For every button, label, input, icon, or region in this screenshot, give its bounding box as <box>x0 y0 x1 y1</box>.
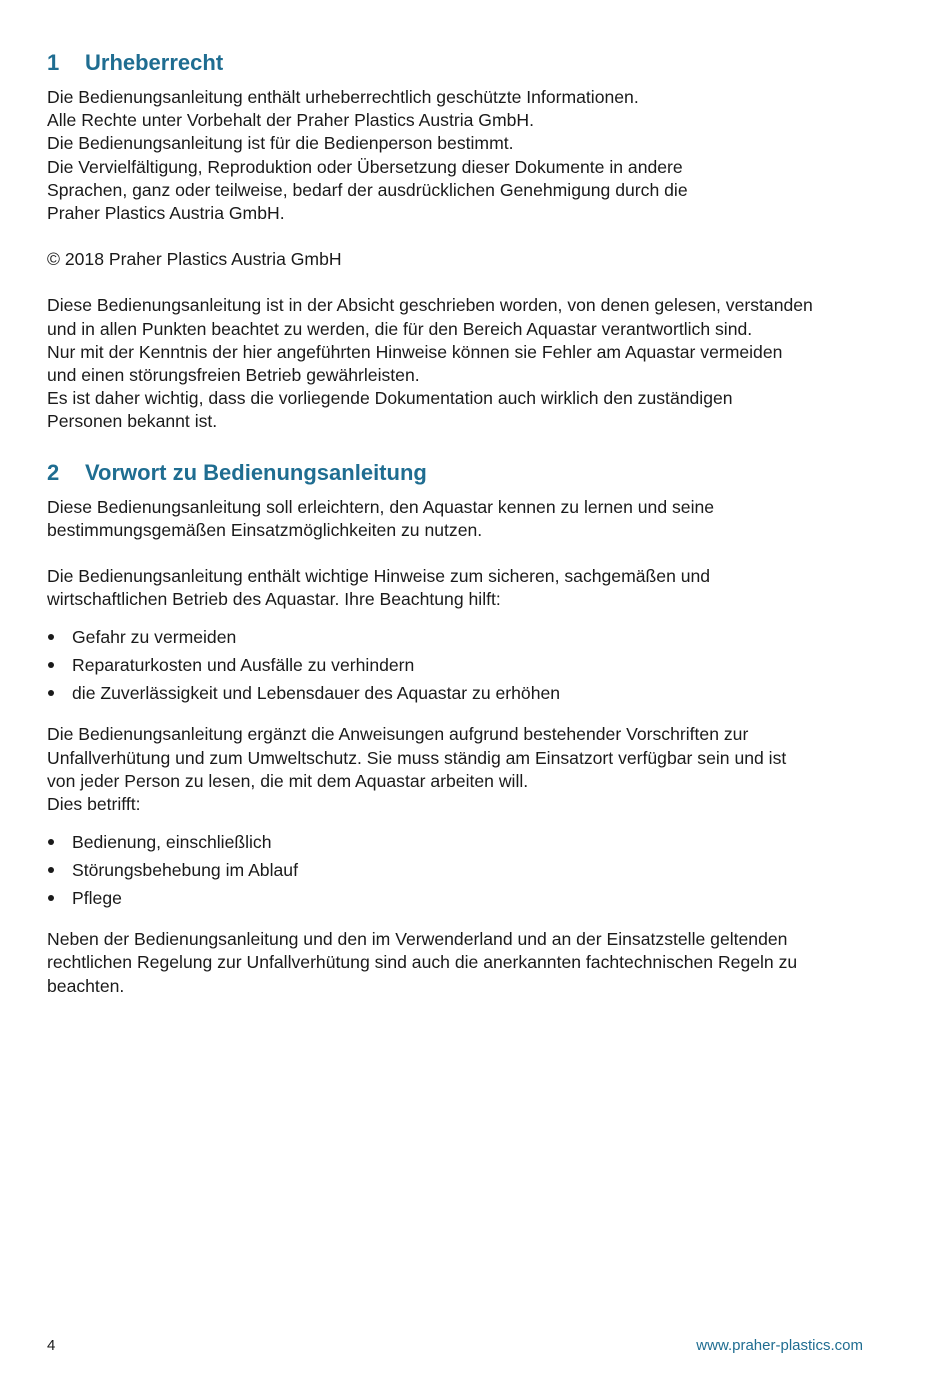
list-item: Gefahr zu vermeiden <box>47 623 887 651</box>
page-footer <box>47 1337 863 1354</box>
list-item: Bedienung, einschließlich <box>47 828 887 856</box>
text-line: Alle Rechte unter Vorbehalt der Praher Plastics Austria GmbH. <box>47 110 534 131</box>
text-line: von jeder Person zu lesen, die mit dem Aquastar arbeiten will. <box>47 770 529 791</box>
text-line: bestimmungsgemäßen Einsatzmöglichkeiten zu nutzen. <box>47 519 483 540</box>
section-2-heading <box>47 458 887 488</box>
text-line: Die Vervielfältigung, Reproduktion oder Übersetzung dieser Dokumente in andere <box>47 156 683 177</box>
page-content <box>47 48 887 998</box>
section-1-heading <box>47 48 887 78</box>
text-line: Diese Bedienungsanleitung ist in der Absicht geschrieben worden, von denen gelesen, verstanden <box>47 295 813 316</box>
section-2-paragraph-1 <box>47 496 887 542</box>
text-line: Die Bedienungsanleitung enthält wichtige Hinweise zum sicheren, sachgemäßen und <box>47 566 711 587</box>
text-line: Die Bedienungsanleitung ergänzt die Anweisungen aufgrund bestehender Vorschriften zur <box>47 724 749 745</box>
text-line: wirtschaftlichen Betrieb des Aquastar. Ihre Beachtung hilft: <box>47 589 501 610</box>
text-line: Dies betrifft: <box>47 794 141 815</box>
text-line: Diese Bedienungsanleitung soll erleichtern, den Aquastar kennen zu lernen und seine <box>47 496 715 517</box>
section-2-paragraph-2 <box>47 565 887 611</box>
section-1-title: Urheberrecht <box>85 50 224 75</box>
page-number: 4 <box>47 1337 56 1354</box>
text-line: Personen bekannt ist. <box>47 411 218 432</box>
list-item: die Zuverlässigkeit und Lebensdauer des Aquastar zu erhöhen <box>47 679 887 707</box>
text-line: Unfallverhütung und zum Umweltschutz. Sie muss ständig am Einsatzort verfügbar sein und ist <box>47 747 787 768</box>
section-2-paragraph-3 <box>47 723 887 816</box>
text-line: beachten. <box>47 975 125 996</box>
scope-list <box>47 828 887 912</box>
text-line: Praher Plastics Austria GmbH. <box>47 203 285 224</box>
section-1-paragraph-1 <box>47 86 887 225</box>
text-line: Es ist daher wichtig, dass die vorliegende Dokumentation auch wirklich den zuständigen <box>47 388 733 409</box>
text-line: und einen störungsfreien Betrieb gewährleisten. <box>47 365 420 386</box>
section-2-paragraph-4 <box>47 928 887 998</box>
list-item: Störungsbehebung im Ablauf <box>47 856 887 884</box>
text-line: und in allen Punkten beachtet zu werden, die für den Bereich Aquastar verantwortlich sind. <box>47 318 753 339</box>
text-line: Die Bedienungsanleitung enthält urheberrechtlich geschützte Informationen. <box>47 87 639 107</box>
benefits-list <box>47 623 887 707</box>
copyright-text: © 2018 Praher Plastics Austria GmbH <box>47 249 342 270</box>
text-line: Neben der Bedienungsanleitung und den im Verwenderland und an der Einsatzstelle geltenden <box>47 929 788 950</box>
list-item: Pflege <box>47 884 887 912</box>
copyright-notice <box>47 248 887 271</box>
text-line: rechtlichen Regelung zur Unfallverhütung sind auch die anerkannten fachtechnischen Regeln zu <box>47 952 798 973</box>
section-1-number: 1 <box>47 50 60 75</box>
section-2-number: 2 <box>47 459 60 485</box>
text-line: Die Bedienungsanleitung ist für die Bedienperson bestimmt. <box>47 133 514 154</box>
text-line: Sprachen, ganz oder teilweise, bedarf der ausdrücklichen Genehmigung durch die <box>47 179 688 200</box>
section-2-title: Vorwort zu Bedienungsanleitung <box>85 459 427 485</box>
section-1-paragraph-2 <box>47 294 887 433</box>
text-line: Nur mit der Kenntnis der hier angeführten Hinweise können sie Fehler am Aquastar vermeiden <box>47 341 783 362</box>
website-link[interactable]: www.praher-plastics.com <box>696 1337 863 1354</box>
list-item: Reparaturkosten und Ausfälle zu verhindern <box>47 651 887 679</box>
